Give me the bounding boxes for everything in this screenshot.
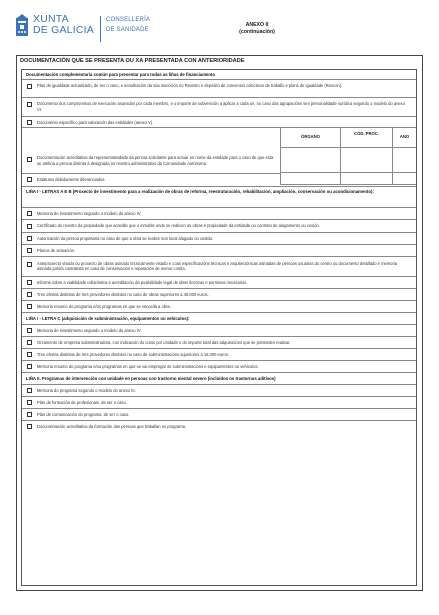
item-label: Informe sobre a viabilidade urbanística e acreditación da posibilidade legal de obter licenzas e permisos necesarios.: [37, 279, 248, 285]
list-item: [22, 233, 416, 245]
documentation-section: [16, 55, 423, 591]
item-label: Orzamento de empresa subministradora, con indicación do custo por unidade e do importe total das adquisicións que se pretenden realizar.: [37, 339, 291, 345]
list-item: [22, 349, 416, 361]
list-item: [22, 337, 416, 349]
organ-header: ÓRGANO: [280, 128, 340, 148]
item-label: Plan de igualdade actualizado, de ser o caso, e acreditación da súa inscrición no Rexistro e depósito de convenios colectivos de traballo e plans de igualdade (Rexcon).: [37, 83, 343, 88]
item-label: Planos de actuación.: [37, 247, 76, 253]
checkbox[interactable]: [27, 340, 32, 345]
list-item: [22, 385, 416, 397]
list-item: [22, 220, 416, 233]
annex-heading: [212, 22, 302, 36]
item-label: Plan de formación de profesionais, de ser o caso.: [37, 399, 127, 405]
item-label: Memoria de investimento segundo o modelo do anexo IV.: [37, 210, 142, 216]
organ-cell[interactable]: [280, 148, 340, 173]
checkbox[interactable]: [27, 211, 32, 216]
checkbox[interactable]: [27, 292, 32, 297]
year-header: ANO: [392, 128, 416, 148]
item-label: Documentación acreditativa da representatividade da persoa solicitante para actuar en nome da entidade para o caso de que esta se atribúa a persoa distinta á designada no rexistro administrativo da Comunidade Autónoma.: [37, 155, 274, 166]
item-label: Autorización da persoa propietaria no caso de que a obra se realice nun local alugado ou cedido.: [37, 235, 214, 241]
list-item: [22, 361, 416, 373]
xunta-logo: [14, 14, 150, 48]
list-item: [22, 325, 416, 337]
list-item: [22, 245, 416, 257]
checkbox[interactable]: [27, 177, 32, 182]
common-section-heading: Documentación complementaria común para presentar para todas as liñas de financiamento: [26, 72, 216, 77]
checkbox[interactable]: [27, 328, 32, 333]
list-item: [22, 397, 416, 409]
proc-code-cell[interactable]: [340, 148, 392, 173]
list-item: [22, 98, 416, 117]
checkbox[interactable]: [27, 157, 32, 162]
checkbox[interactable]: [27, 388, 32, 393]
checkbox[interactable]: [27, 120, 32, 125]
line2-heading: LIÑA II. Programas de intervención con unidade en persoas con trastorno mental severo (incluídos os trastornos aditivos): [26, 376, 276, 381]
line1-ab-heading: LIÑA I - LETRAS A E B (Proxecto de investimento para a realización de obras de reforma, reestruturación, rehabilitación, ampliación, conservación ou acondicionamento):: [26, 189, 374, 194]
item-label: Memoria do programa segundo o modelo do anexo III.: [37, 387, 136, 393]
checkbox[interactable]: [27, 280, 32, 285]
item-label: Memoria resumo do programa e/os programas en que se vencella a obra.: [37, 303, 171, 309]
item-label: Estatutos debidamente diferenciados.: [37, 176, 106, 182]
consellaria-line-1: CONSELLERÍA: [105, 17, 151, 23]
item-label: Documento específico para valoración das entidades (anexo V).: [37, 119, 154, 125]
list-item: [22, 80, 416, 98]
item-label: Documentación acreditativa da formación das persoas que traballan no programa.: [37, 423, 187, 429]
list-item: [22, 421, 416, 433]
common-section-heading-row: [22, 70, 416, 80]
section-title: DOCUMENTACIÓN QUE SE PRESENTA OU XA PRESENTADA CON ANTERIORIDADE: [20, 58, 245, 64]
checkbox[interactable]: [27, 84, 32, 89]
checkbox[interactable]: [27, 424, 32, 429]
checkbox[interactable]: [27, 262, 32, 267]
item-label: Certificado do rexistro da propiedade que acredite que o inmoble onde se realicen as obras é propiedade da entidade ou contrato de alugamento ou cesión.: [37, 223, 320, 228]
proc-code-header: CÓD. PROC.: [340, 128, 392, 148]
list-item: [22, 409, 416, 421]
logo-line-1: XUNTA: [33, 13, 69, 25]
item-label: Memoria resumo do programa e/ou programas en que se vai empregar as subministracións e equipamentos ou vehículos.: [37, 363, 259, 369]
annex-title: ANEXO II: [245, 22, 269, 28]
list-item: [22, 117, 416, 128]
checkbox[interactable]: [27, 412, 32, 417]
checkbox[interactable]: [27, 248, 32, 253]
line1-c-heading: LIÑA I - LETRA C (adquisición de subministración, equipamentos ou vehículos):: [26, 316, 190, 321]
consellaria-line-2: DE SANIDADE: [105, 27, 149, 34]
checkbox[interactable]: [27, 364, 32, 369]
item-label: Tres ofertas distintas de tres provedores distintos no caso de obras superiores a 40.000 euros.: [37, 291, 209, 297]
logo-divider: [100, 16, 101, 42]
list-item: [22, 208, 416, 220]
item-label: Anteproxecto visado ou proxecto de obras asinado técnicamente visado e coas especificacións técnicas e arquitectónicas asinadas de persoas usuarias do centro ou documento detallado e memoria asinada polo/a contratista en caso de conservación e reparación de menor contía.: [37, 260, 398, 272]
checkbox[interactable]: [27, 224, 32, 229]
checkbox[interactable]: [27, 236, 32, 241]
list-item: [22, 277, 416, 289]
galicia-crest-icon: [14, 14, 30, 44]
checkbox[interactable]: [27, 352, 32, 357]
logo-line-2: DE GALICIA: [33, 24, 94, 36]
documentation-table: [21, 69, 417, 586]
list-item: [22, 174, 416, 186]
item-label: Memoria de investimento segundo o modelo do anexo IV.: [37, 327, 142, 333]
item-label: Tres ofertas distintas de tres provedores distintos no caso de subministracións superiores a 15.000 euros.: [37, 351, 229, 357]
list-item: [22, 301, 416, 313]
line1-ab-heading-row: [22, 186, 416, 208]
year-cell[interactable]: [392, 148, 416, 173]
checkbox[interactable]: [27, 400, 32, 405]
list-item: [22, 257, 416, 277]
checkbox[interactable]: [27, 102, 32, 107]
checkbox[interactable]: [27, 304, 32, 309]
line2-heading-row: [22, 373, 416, 385]
annex-subtitle: (continuación): [239, 29, 275, 35]
list-item: [22, 289, 416, 301]
item-label: Plan de comunicación do programa, de ser o caso.: [37, 411, 130, 417]
line1-c-heading-row: [22, 313, 416, 325]
item-label: Documento dos compromisos de execución asumidos por cada membro, e o importe de subvención a aplicar a cada un, no caso das agrupacións sen personalidade xurídica segundo o modelo do anexo VI.: [37, 101, 405, 112]
